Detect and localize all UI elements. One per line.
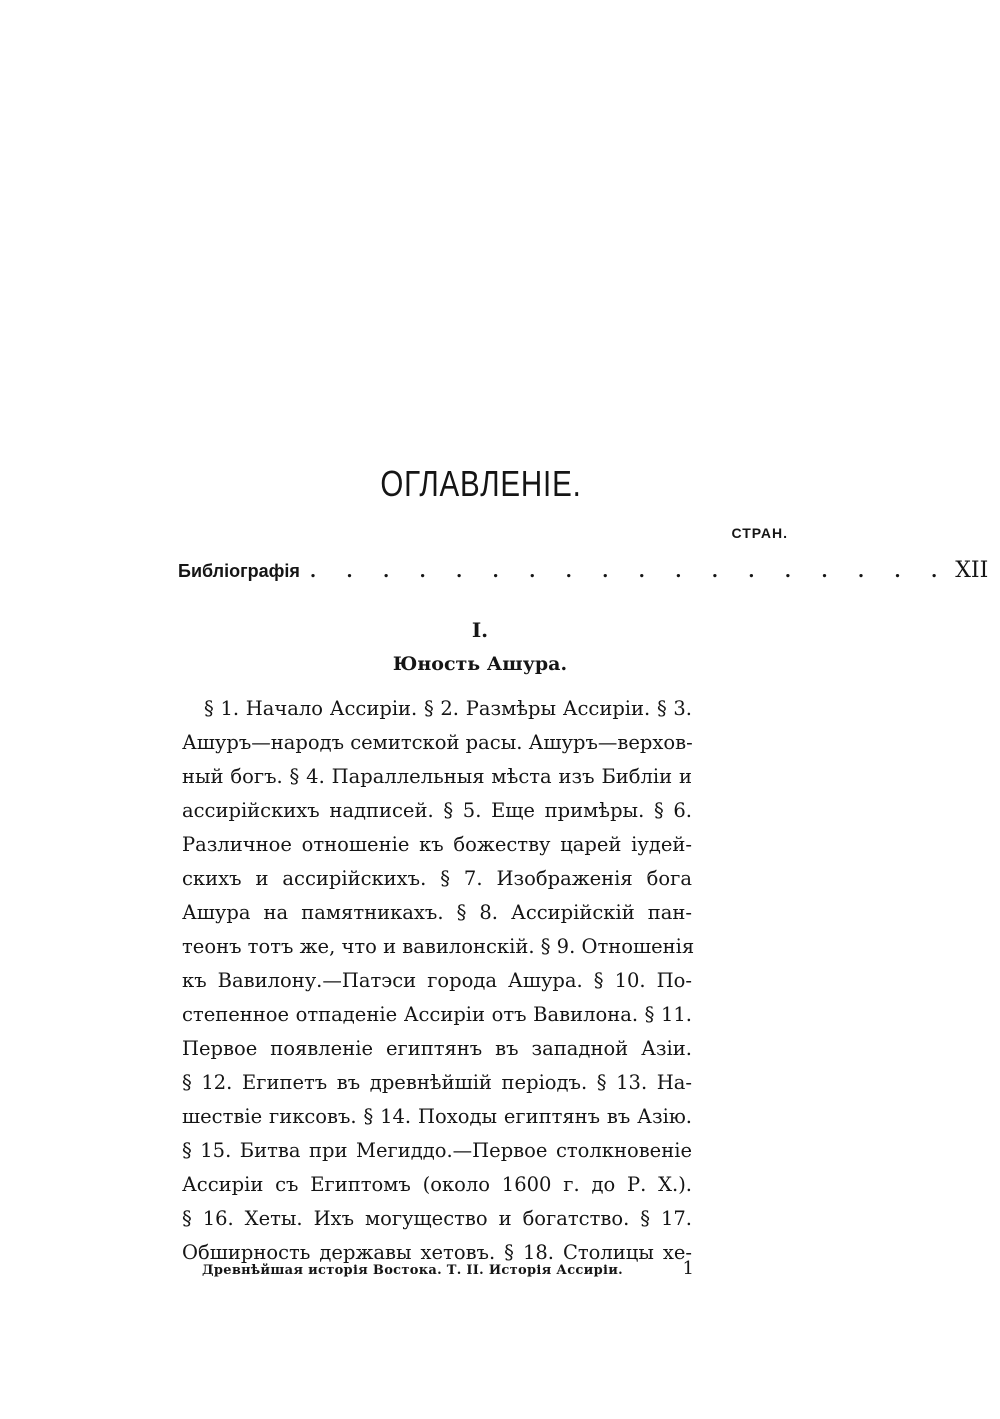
summary-line: § 12. Египетъ въ древнѣйшій періодъ. § 13. На- [182, 1071, 692, 1094]
page-footer [202, 1258, 694, 1279]
summary-line: ный богъ. § 4. Параллельныя мѣста изъ Библіи и [182, 765, 692, 788]
summary-line: ассирійскихъ надписей. § 5. Еще примѣры. § 6. [182, 799, 692, 822]
summary-line: § 15. Битва при Мегиддо.—Первое столкновеніе [182, 1139, 692, 1162]
summary-line: теонъ тотъ же, что и вавилонскій. § 9. Отношенія [182, 935, 695, 958]
chapter-summary [182, 692, 695, 1270]
summary-line: скихъ и ассирійскихъ. § 7. Изображенія бога [182, 867, 692, 890]
page-title: ОГЛАВЛЕНІЕ. [380, 463, 582, 504]
toc-entry-page: XII [955, 558, 989, 583]
summary-line: Ашуръ—народъ семитской расы. Ашуръ—верхов- [182, 731, 693, 754]
summary-line: § 16. Хеты. Ихъ могущество и богатство. § 17. [182, 1207, 692, 1230]
summary-line: Обширность державы хетовъ. § 18. Столицы хе- [182, 1241, 692, 1264]
chapter-number: I. [471, 618, 489, 642]
summary-line: Ашура на памятникахъ. § 8. Ассирійскій пан- [182, 901, 692, 924]
summary-line: шествіе гиксовъ. § 14. Походы египтянъ въ Азію. [182, 1105, 692, 1128]
summary-line: Различное отношеніе къ божеству царей іудей- [182, 833, 692, 856]
summary-line: Первое появленіе египтянъ въ западной Азіи. [182, 1037, 692, 1060]
summary-line: § 1. Начало Ассиріи. § 2. Размѣры Ассиріи. § 3. [204, 697, 692, 720]
summary-line: степенное отпаденіе Ассиріи отъ Вавилона. § 11. [182, 1003, 692, 1026]
chapter-title: Юность Ашура. [392, 653, 568, 675]
summary-line: Ассиріи съ Египтомъ (около 1600 г. до Р. Х.). [182, 1173, 692, 1196]
toc-entry-bibliography [178, 558, 989, 588]
dot-leader: . . . . . . . . . . . . . . . . . . [309, 561, 950, 582]
sheet-number: 1 [682, 1258, 694, 1279]
printer-signature: Древнѣйшая исторія Востока. Т. II. Исторія Ассиріи. [202, 1263, 623, 1278]
toc-entry-label: Библіографія [178, 561, 300, 581]
summary-line: къ Вавилону.—Патэси города Ашура. § 10. По- [182, 969, 692, 992]
page-column-label: СТРАН. [731, 525, 788, 541]
